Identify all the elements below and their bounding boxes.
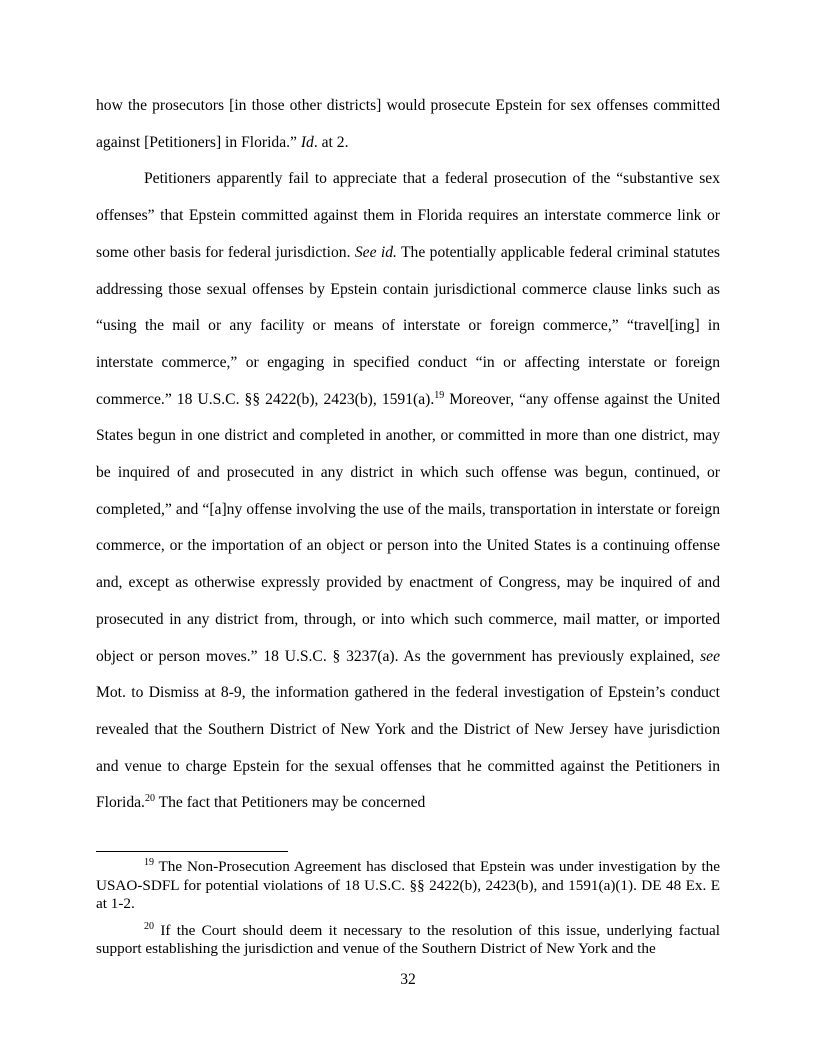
footnote-text: The Non-Prosecution Agreement has disclosed that Epstein was under investigation by the USAO-SDFL for potential violations of 18 U.S.C. §§ 2422(b), 2423(b), and 1591(a)(1). DE 48 Ex. E at 1-2.	[96, 858, 720, 912]
footnote-19	[96, 858, 720, 914]
page-body	[96, 88, 720, 822]
text-run: . at 2.	[313, 133, 349, 151]
footnote-ref-19[interactable]: 19	[434, 389, 445, 401]
text-run: Mot. to Dismiss at 8-9, the information gathered in the federal investigation of Epstein’s conduct revealed that the Southern District of New York and the District of New Jersey have jurisdiction and venue to charge Epstein for the sexual offenses that he committed against the Petitioners in Florida.	[96, 684, 720, 812]
text-run: The fact that Petitioners may be concerned	[154, 794, 426, 812]
footnote-20	[96, 922, 720, 959]
text-run: The potentially applicable federal criminal statutes addressing those sexual offenses by Epstein contain jurisdictional commerce clause links such as “using the mail or any facility or means of interstate or foreign commerce,” “travel[ing] in interstate commerce,” or engaging in specified conduct “in or affecting interstate or foreign commerce.” 18 U.S.C. §§ 2422(b), 2423(b), 1591(a).	[96, 243, 720, 408]
citation-see: see	[700, 647, 720, 665]
footnote-ref-20[interactable]: 20	[144, 793, 155, 805]
footnotes	[96, 858, 720, 967]
footnote-divider	[96, 851, 288, 852]
citation-id: Id	[300, 133, 314, 151]
text-run: Petitioners apparently fail to appreciate that a federal prosecution of the “substantive sex offenses” that Epstein committed against them in Florida requires an interstate commerce link or some other basis for federal jurisdiction.	[96, 170, 720, 261]
citation-see-id: See id.	[354, 243, 397, 261]
text-run: Moreover, “any offense against the United States begun in one district and completed in another, or committed in more than one district, may be inquired of and prosecuted in any district in which such offense was begun, continued, or completed,” and “[a]ny offense involving the use of the mails, transportation in interstate or foreign commerce, or the importation of an object or person into the United States is a continuing offense and, except as otherwise expressly provided by enactment of Congress, may be inquired of and prosecuted in any district from, through, or into which such commerce, mail matter, or imported object or person moves.” 18 U.S.C. § 3237(a). As the government has previously explained,	[96, 390, 720, 665]
text-run: how the prosecutors [in those other districts] would prosecute Epstein for sex offenses committed against [Petitioners] in Florida.”	[96, 97, 720, 151]
paragraph-continuation	[96, 88, 720, 161]
paragraph-main	[96, 161, 720, 822]
footnote-number: 20	[144, 920, 154, 932]
footnote-text: If the Court should deem it necessary to the resolution of this issue, underlying factual support establishing the jurisdiction and venue of the Southern District of New York and the	[96, 921, 720, 957]
footnote-number: 19	[144, 856, 154, 868]
page-number: 32	[400, 971, 416, 988]
